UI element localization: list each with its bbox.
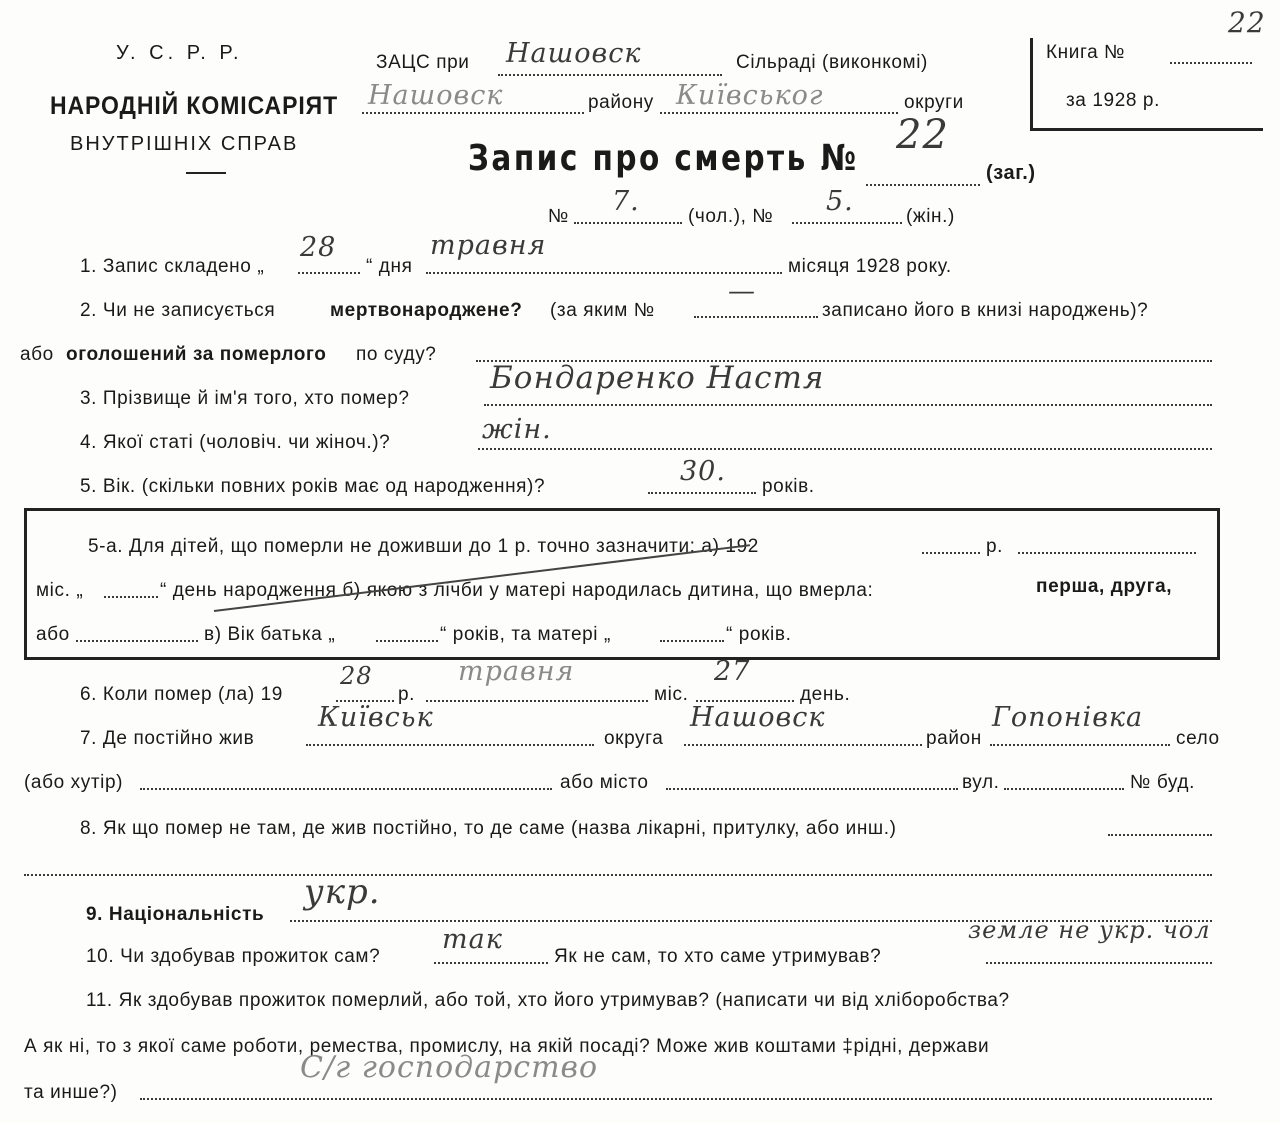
q5a-month-line [104, 596, 158, 598]
q11-hand: С/г господарство [300, 1050, 599, 1085]
q5-hand: 30. [680, 456, 726, 487]
q5-label: 5. Вік. (скільки повних років має од народження)? [80, 476, 546, 497]
q7-rayon: район [926, 728, 982, 749]
q10-who-line [986, 962, 1212, 964]
q8-label: 8. Як що помер не там, де жив постійно, то де саме (назва лікарні, притулку, або инш.) [80, 818, 897, 839]
q10-who-hand: земле не укр. чол [968, 916, 1211, 944]
q6-day-hand: 27 [714, 656, 751, 687]
q5a-line1-fill [1018, 552, 1196, 554]
q3-label: 3. Прізвище й ім'я того, хто помер? [80, 388, 410, 409]
q5-suffix: років. [762, 476, 815, 497]
q10-self-hand: так [442, 924, 503, 955]
q5a-year-line [922, 552, 980, 554]
female-number-line [792, 222, 902, 224]
q5a-line3-c: “ років, та матері „ [440, 624, 611, 645]
q6-r: р. [398, 684, 416, 705]
q4-line [478, 448, 1212, 450]
q1-day-line [298, 272, 360, 274]
q7-line2-a: (або хутір) [24, 772, 124, 793]
q7-okrug-line [684, 744, 922, 746]
zags-village-hand: Нашовск [506, 38, 642, 69]
q5-line [648, 492, 756, 494]
q11-line1: 11. Як здобував прожиток померлий, або той, хто його утримував? (написати чи від хліборобства? [86, 990, 1010, 1011]
zags-district-hand: Нашовск [368, 80, 504, 111]
zags-okrug-label: округи [904, 92, 964, 113]
q5a-line3-b: в) Вік батька „ [204, 624, 336, 645]
q9-label: 9. Національність [86, 904, 265, 925]
zags-village-line [498, 74, 722, 76]
q6-prefix: 6. Коли помер (ла) 19 [80, 684, 283, 705]
q1-day-hand: 28 [300, 232, 337, 263]
q8-line1 [1108, 834, 1212, 836]
q1-suffix: місяця 1928 року. [788, 256, 952, 277]
q7-line2-d: № буд. [1130, 772, 1195, 793]
q7-rayon-hand: Гопонівка [992, 702, 1144, 733]
header-department: ВНУТРІШНІХ СПРАВ [70, 133, 299, 155]
female-label: (жін.) [906, 206, 955, 227]
q2-line2-b: по суду? [356, 344, 437, 365]
male-number-hand: 7. [612, 186, 640, 217]
book-label: Книга № [1046, 42, 1126, 63]
q2-c: записано його в книзі народжень)? [822, 300, 1149, 321]
q9-hand: укр. [304, 872, 381, 912]
q5a-line3-d: “ років. [726, 624, 792, 645]
q4-hand: жін. [482, 414, 552, 445]
q3-line [484, 404, 1212, 406]
q2-no-line [694, 316, 818, 318]
q11-line2: А як ні, то з якої саме роботи, ремества, промислу, на якій посаді? Може жив коштами ‡рідні, держави [24, 1036, 990, 1057]
q2-a: 2. Чи не записується [80, 300, 276, 321]
q7-place-hand: Київськ [318, 702, 434, 733]
q5a-line3-a: або [36, 624, 70, 645]
q1-month-hand: травня [430, 230, 547, 261]
male-label: (чол.), № [688, 206, 774, 227]
q7-place-line [306, 744, 594, 746]
q5a-line2-b: “ день народження б) якою з лічби у матері народилась дитина, що вмерла: [160, 580, 874, 601]
zags-okrug-hand: Київськог [676, 80, 824, 111]
q7-line2-c: вул. [962, 772, 1000, 793]
q2-no-hand: — [728, 276, 756, 307]
q5a-order-line [76, 640, 198, 642]
q10-b: Як не сам, то хто саме утримував? [554, 946, 882, 967]
q11-line [140, 1098, 1212, 1100]
book-number-line [1170, 62, 1252, 64]
q7-rayon-line [990, 744, 1170, 746]
q2-b: (за яким № [550, 300, 655, 321]
q7-okrug-hand: Нашовск [690, 702, 826, 733]
title-suffix: (заг.) [986, 162, 1036, 184]
q6-month-hand: травня [458, 656, 575, 687]
title-number-hand: 22 [896, 112, 949, 158]
q2-bold1: мертвонароджене? [330, 300, 523, 321]
q1-prefix: 1. Запис складено „ [80, 256, 265, 277]
header-commissariat: НАРОДНІЙ КОМІСАРІЯТ [50, 92, 339, 120]
q10-a: 10. Чи здобував прожиток сам? [86, 946, 381, 967]
q1-mid: “ дня [366, 256, 413, 277]
q5a-father-line [376, 640, 438, 642]
page-title: Запис про смерть № [468, 138, 859, 179]
q7-selo: село [1176, 728, 1220, 749]
q11-line3: та инше?) [24, 1082, 118, 1103]
q1-month-line [426, 272, 782, 274]
q7-city-line [666, 788, 958, 790]
q6-mis: міс. [654, 684, 689, 705]
zags-prefix: ЗАЦС при [376, 52, 470, 73]
header-ussr: У. С. Р. Р. [116, 42, 243, 64]
zags-okrug-line [660, 112, 898, 114]
q5a-line1: 5-а. Для дітей, що померли не доживши до 1 р. точно зазначити: а) 192 [88, 536, 759, 557]
q5a-line1-r: р. [986, 536, 1004, 557]
book-year: за 1928 р. [1066, 90, 1160, 111]
female-number-hand: 5. [826, 186, 854, 217]
q8-line2 [24, 874, 1212, 876]
q7-street-line [1004, 788, 1124, 790]
q7-prefix: 7. Де постійно жив [80, 728, 255, 749]
page-number: 22 [1228, 6, 1266, 39]
male-number-line [574, 222, 682, 224]
title-number-line [866, 184, 980, 186]
title-no: № [548, 206, 569, 227]
q10-self-line [434, 962, 548, 964]
q6-den: день. [800, 684, 851, 705]
q3-hand: Бондаренко Настя [490, 360, 825, 396]
zags-district-line [362, 112, 584, 114]
q6-month-line [426, 700, 648, 702]
q5a-mother-line [660, 640, 724, 642]
zags-council: Сільраді (виконкомі) [736, 52, 928, 73]
zags-district-label: району [588, 92, 654, 113]
q2-line2-a: або [20, 344, 54, 365]
q7-khutir-line [140, 788, 552, 790]
header-divider [186, 172, 226, 174]
q5a-line2-bold: перша, друга, [1036, 576, 1173, 597]
q4-label: 4. Якої статі (чоловіч. чи жіноч.)? [80, 432, 391, 453]
q2-bold2: оголошений за померлого [66, 344, 327, 365]
q5a-line2-a: міс. „ [36, 580, 84, 601]
q7-okruga: округа [604, 728, 664, 749]
q6-year-hand: 28 [340, 662, 373, 690]
q7-line2-b: або місто [560, 772, 649, 793]
